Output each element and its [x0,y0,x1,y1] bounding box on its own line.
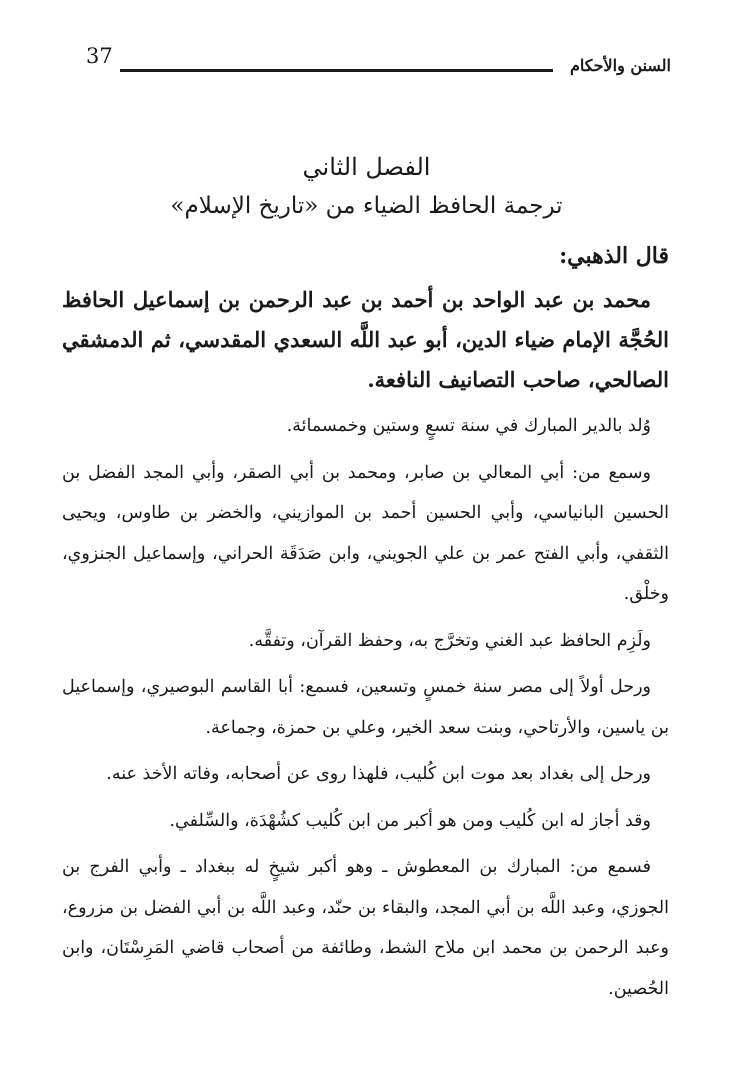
paragraph: ورحل إلى بغداد بعد موت ابن كُليب، فلهذا روى عن أصحابه، وفاته الأخذ عنه. [106,764,651,784]
page-number: 37 [86,44,113,68]
header-rule [120,69,553,72]
chapter-title: الفصل الثاني [302,153,431,181]
chapter-subtitle: ترجمة الحافظ الضياء من «تاريخ الإسلام» [170,193,563,219]
paragraph: وُلد بالدير المبارك في سنة تسعٍ وستين وخمسمائة. [286,416,651,436]
paragraph: وقد أجاز له ابن كُليب ومن هو أكبر من ابن كُليب كشُهْدَة، والسِّلفي. [169,810,651,831]
paragraph: وسمع من: أبي المعالي بن صابر، ومحمد بن أبي الصقر، وأبي المجد الفضل بن الحسين البانياسي، وأبي الحسين أحمد بن الموازيني، والخضر بن طاوس، ويحيى الثقفي، وأبي الفتح عمر بن علي الجويني، وابن صَدَقَة الحراني، وإسماعيل الجنزوي، وخلْق. [62,462,669,604]
paragraph: ورحل أولاً إلى مصر سنة خمسٍ وتسعين، فسمع: أبا القاسم البوصيري، وإسماعيل بن ياسين، والأرتاحي، وبنت سعد الخير، وعلي بن حمزة، وجماعة. [62,677,669,738]
speaker-line: قال الذهبي: [559,243,669,269]
paragraph: ولَزِم الحافظ عبد الغني وتخرَّج به، وحفظ القرآن، وتفقَّه. [248,630,651,651]
paragraph: فسمع من: المبارك بن المعطوش ـ وهو أكبر شيخٍ له ببغداد ـ وأبي الفرج بن الجوزي، وعبد اللَّه بن أبي المجد، والبقاء بن حنّد، وعبد اللَّه بن أبي الفضل بن مزروع، وعبد الرحمن بن محمد ابن ملاح الشط، وطائفة من أصحاب قاضي المَرِسْتَان، وابن الحُصين. [62,857,669,999]
body-text [62,236,669,1015]
chapter-heading [60,148,673,226]
biography-paragraph: محمد بن عبد الواحد بن أحمد بن عبد الرحمن بن إسماعيل الحافظ الحُجَّة الإمام ضياء الدين، أبو عبد اللَّه السعدي المقدسي، ثم الدمشقي الصالحي، صاحب التصانيف النافعة. [62,287,669,392]
running-title: السنن والأحكام [570,56,671,75]
running-header [86,44,671,84]
